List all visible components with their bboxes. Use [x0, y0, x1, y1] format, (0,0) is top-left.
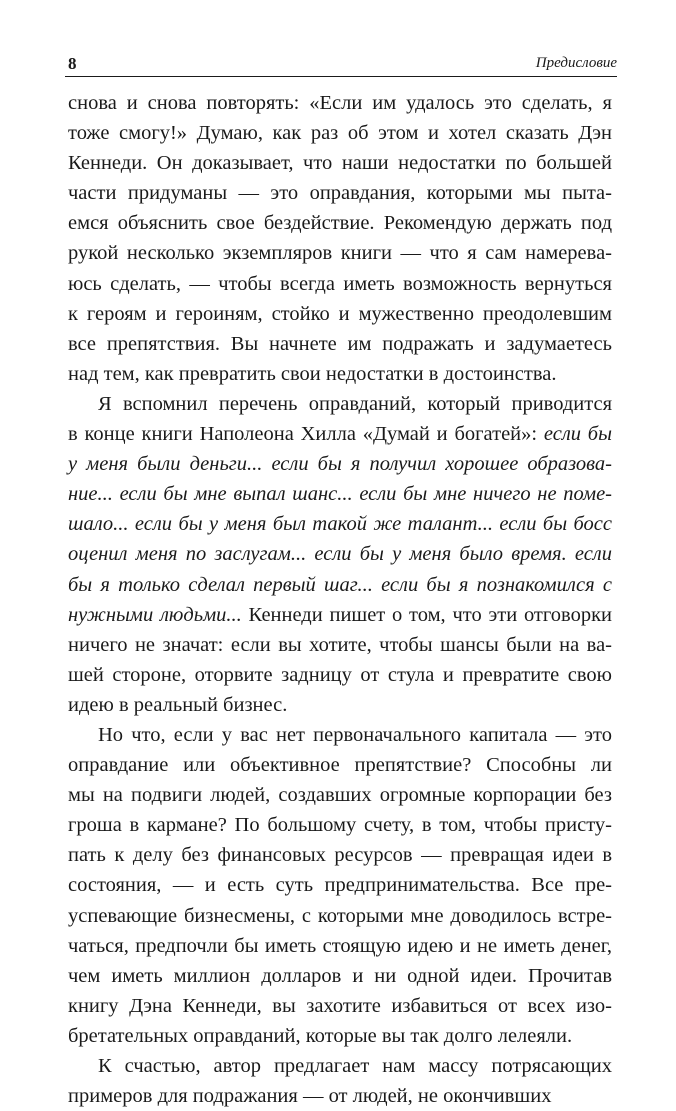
text-line	[68, 1021, 612, 1051]
text-line	[68, 88, 612, 118]
text-line	[68, 419, 612, 449]
text-line	[68, 630, 612, 660]
text-line	[68, 1051, 612, 1081]
text-line	[68, 750, 612, 780]
text-segment: мы на подвиги людей, создавших огромные корпорации без	[68, 784, 612, 807]
text-line	[68, 359, 612, 389]
text-line	[68, 780, 612, 810]
text-segment: К счастью, автор предлагает нам массу потрясающих	[98, 1055, 612, 1077]
text-line	[68, 238, 612, 268]
text-segment: Кеннеди. Он доказывает, что наши недостатки по большей	[68, 152, 612, 175]
text-line	[68, 449, 612, 479]
text-line	[68, 660, 612, 690]
italic-text: ние... если бы мне выпал шанс... если бы мне ничего не поме-	[68, 483, 612, 506]
text-segment: Но что, если у вас нет первоначального капитала — это	[98, 723, 612, 746]
body-text	[68, 88, 612, 1111]
text-line	[68, 208, 612, 238]
text-segment: части придуманы — это оправдания, которыми мы пыта-	[68, 182, 612, 205]
paragraph	[68, 88, 612, 389]
text-line	[68, 840, 612, 870]
text-line	[68, 690, 612, 720]
text-segment: бретательных оправданий, которые вы так долго лелеяли.	[68, 1024, 573, 1047]
text-segment: Я вспомнил перечень оправданий, который приводится	[98, 392, 612, 415]
text-line	[68, 479, 612, 509]
italic-text: у меня были деньги... если бы я получил хорошее образова-	[68, 453, 612, 476]
text-line	[68, 178, 612, 208]
text-line	[68, 539, 612, 569]
italic-text: бы я только сделал первый шаг... если бы я познакомился с	[68, 573, 612, 596]
text-line	[68, 810, 612, 840]
text-segment: успевающие бизнесмены, с которыми мне доводилось встре-	[68, 904, 612, 927]
paragraph	[68, 389, 612, 720]
text-line	[68, 901, 612, 931]
text-line	[68, 509, 612, 539]
text-line	[68, 720, 612, 750]
text-segment: рукой несколько экземпляров книги — что я сам намерева-	[68, 242, 612, 265]
page-number: 8	[68, 54, 77, 73]
text-line	[68, 1081, 612, 1111]
paragraph	[68, 1051, 612, 1111]
text-segment: ничего не значат: если вы хотите, чтобы шансы были на ва-	[68, 633, 612, 656]
italic-text: нужными людьми...	[68, 603, 242, 626]
paragraph	[68, 720, 612, 1051]
text-segment: к героям и героиням, стойко и мужественно преодолевшим	[68, 302, 612, 325]
text-line	[68, 961, 612, 991]
text-segment: емся объяснить свое бездействие. Рекомендую держать под	[68, 212, 612, 235]
text-line	[68, 148, 612, 178]
text-segment: шей стороне, оторвите задницу от стула и превратите свою	[68, 663, 612, 686]
text-line	[68, 389, 612, 419]
text-segment: гроша в кармане? По большому счету, в том, чтобы присту-	[68, 814, 612, 837]
text-segment: Кеннеди пишет о том, что эти отговорки	[241, 603, 613, 626]
text-line	[68, 269, 612, 299]
italic-text: оценил меня по заслугам... если бы у меня было время. если	[68, 543, 612, 566]
text-segment: идею в реальный бизнес.	[68, 693, 288, 716]
text-line	[68, 118, 612, 148]
text-segment: чем иметь миллион долларов и ни одной идеи. Прочитав	[68, 964, 612, 987]
text-line	[68, 570, 612, 600]
text-line	[68, 991, 612, 1021]
italic-text: шало... если бы у меня был такой же талант... если бы босс	[68, 513, 612, 536]
italic-text: если бы	[543, 423, 613, 446]
text-line	[68, 299, 612, 329]
text-line	[68, 329, 612, 359]
text-segment: над тем, как превратить свои недостатки в достоинства.	[68, 362, 557, 385]
section-title: Предисловие	[535, 55, 617, 71]
text-segment: тоже смогу!» Думаю, как раз об этом и хотел сказать Дэн	[68, 122, 612, 145]
running-header	[65, 52, 617, 77]
text-line	[68, 870, 612, 900]
text-line	[68, 600, 612, 630]
text-segment: оправдание или объективное препятствие? Способны ли	[68, 754, 612, 777]
text-segment: юсь сделать, — чтобы всегда иметь возможность вернуться	[68, 272, 612, 295]
text-segment: книгу Дэна Кеннеди, вы захотите избавиться от всех изо-	[68, 994, 612, 1017]
text-segment: все препятствия. Вы начнете им подражать и задумаетесь	[68, 332, 612, 355]
text-segment: примеров для подражания — от людей, не окончивших	[68, 1085, 552, 1108]
text-segment: чаться, предпочли бы иметь стоящую идею и не иметь денег,	[68, 934, 612, 957]
text-segment: состояния, — и есть суть предпринимательства. Все пре-	[68, 874, 612, 897]
text-segment: снова и снова повторять: «Если им удалось это сделать, я	[68, 92, 612, 114]
text-segment: в конце книги Наполеона Хилла «Думай и богатей»:	[68, 423, 544, 446]
text-segment: пать к делу без финансовых ресурсов — превращая идеи в	[68, 844, 612, 867]
text-line	[68, 931, 612, 961]
